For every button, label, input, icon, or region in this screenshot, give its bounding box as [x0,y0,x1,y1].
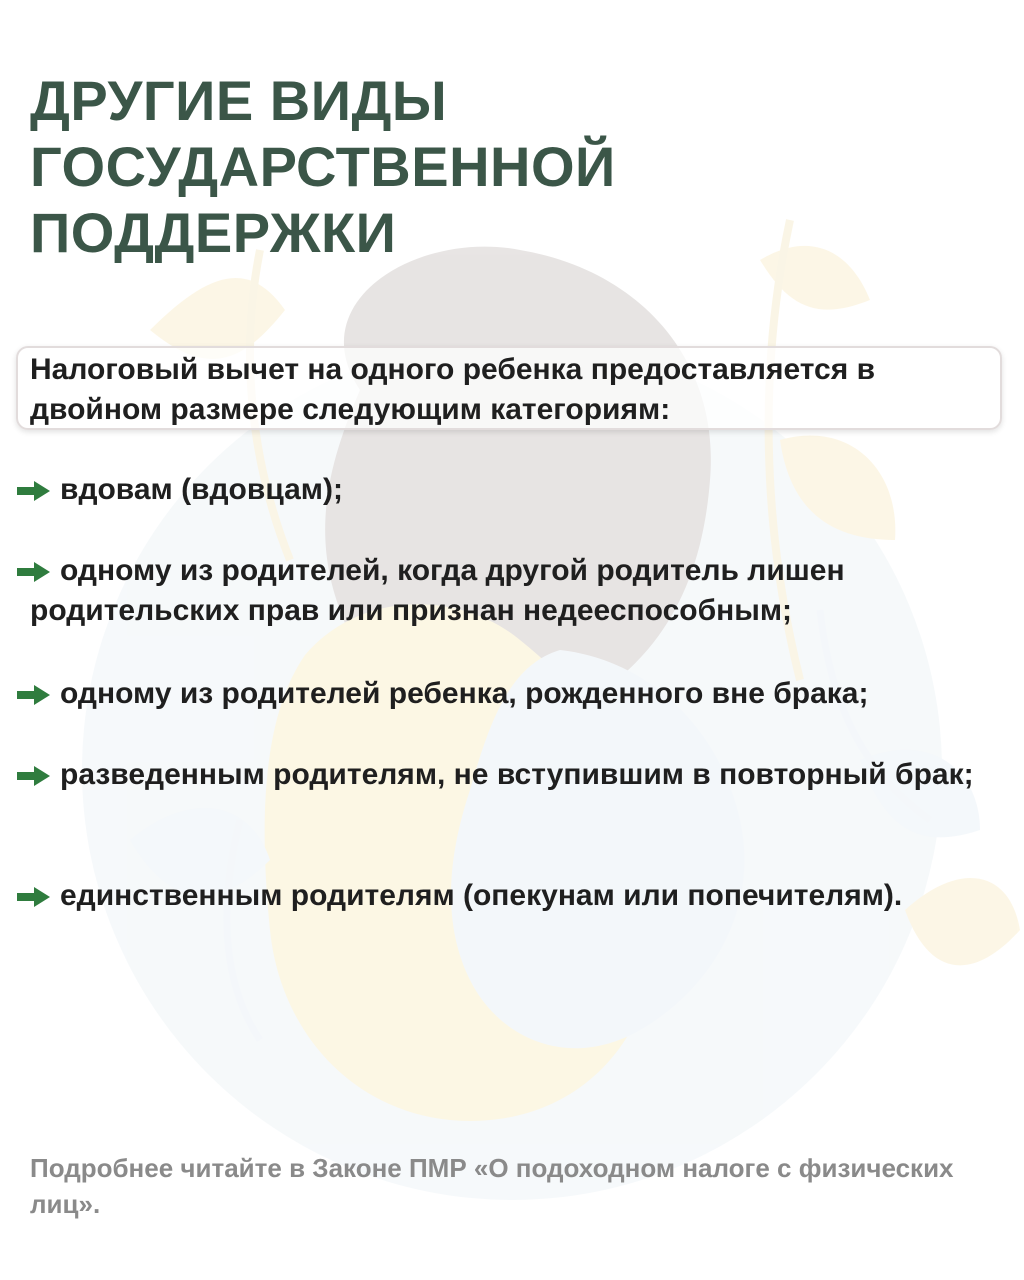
list-item [16,470,1006,510]
list-item [16,876,1006,916]
footer-note: Подробнее читайте в Законе ПМР «О подоходном налоге с физических лиц». [30,1153,954,1219]
list-item [16,551,1006,631]
list-item-text: вдовам (вдовцам); [60,473,343,506]
list-item [16,755,1006,795]
highlight-text: Налоговый вычет на одного ребенка предоставляется в двойном размере следующим категориям: [30,353,876,426]
arrow-right-icon [16,763,52,789]
list-item-text: одному из родителей, когда другой родитель лишен родительских прав или признан недееспособным; [30,554,845,627]
arrow-right-icon [16,884,52,910]
list-item-text: единственным родителям (опекунам или попечителям). [60,879,903,912]
page-title [30,68,990,266]
arrow-right-icon [16,478,52,504]
list-item-text: одному из родителей ребенка, рожденного вне брака; [60,677,869,710]
arrow-right-icon [16,682,52,708]
list-item [16,674,1006,714]
highlight-box [16,346,1002,430]
page-title-line-1: ДРУГИЕ ВИДЫ ГОСУДАРСТВЕННОЙ [30,69,616,198]
page-title-line-2: ПОДДЕРЖКИ [30,201,397,264]
arrow-right-icon [16,559,52,585]
list-item-text: разведенным родителям, не вступившим в повторный брак; [60,758,974,791]
